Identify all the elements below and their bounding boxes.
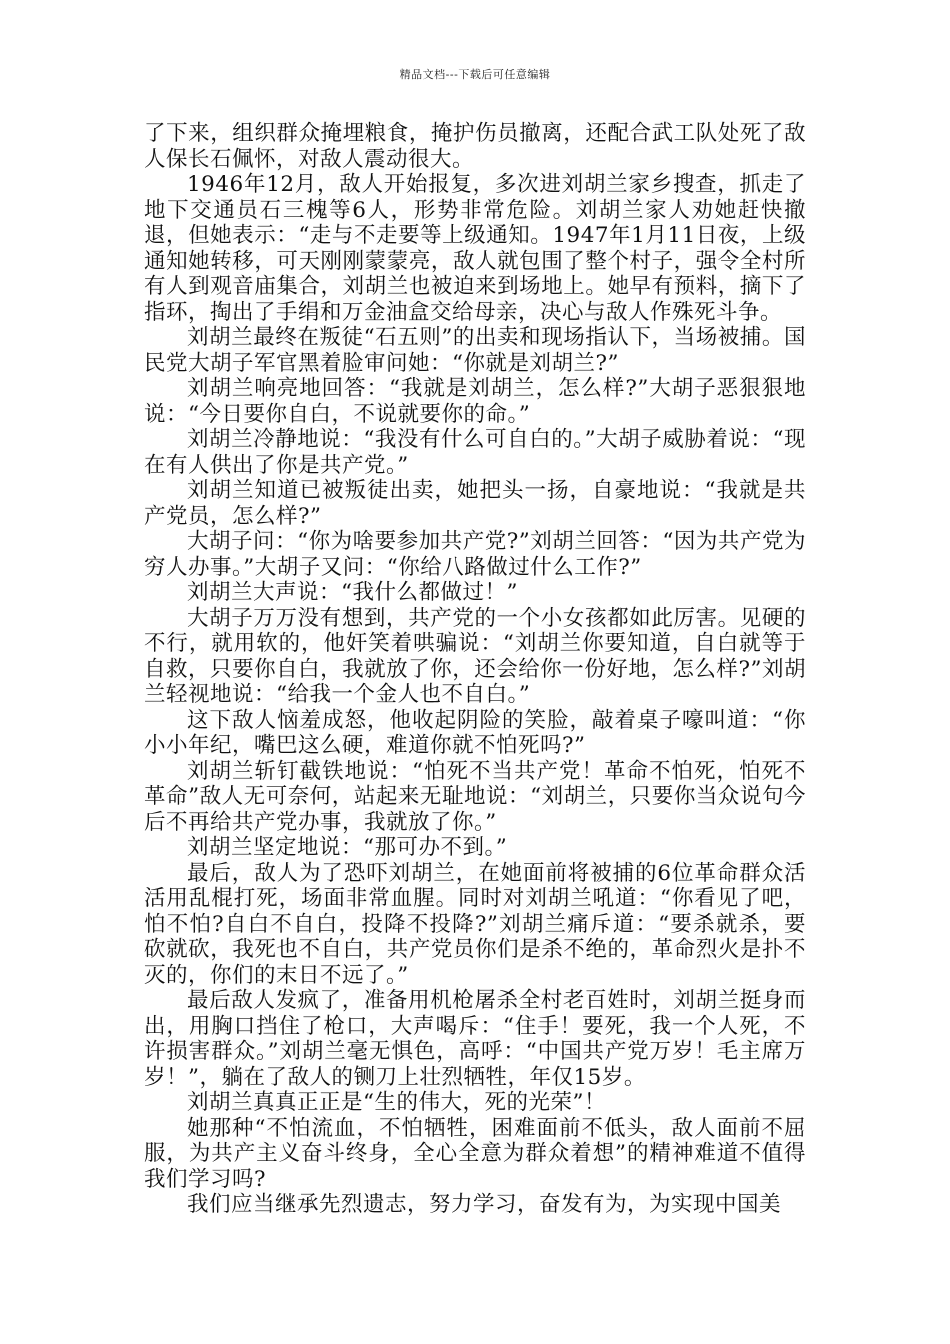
paragraph: 这下敌人恼羞成怒，他收起阴险的笑脸，敲着桌子嚎叫道：“你小小年纪，嘴巴这么硬，难道你就不怕死吗?” [144, 707, 806, 758]
page-header: 精品文档---下载后可任意编辑 [399, 68, 551, 81]
paragraph: 大胡子万万没有想到，共产党的一个小女孩都如此厉害。见硬的不行，就用软的，他奸笑着哄骗说：“刘胡兰你要知道，自白就等于自救，只要你自白，我就放了你，还会给你一份好地，怎么样?”刘胡兰轻视地说：“给我一个金人也不自白。” [144, 605, 806, 707]
paragraph: 最后敌人发疯了，准备用机枪屠杀全村老百姓时，刘胡兰挺身而出，用胸口挡住了枪口，大声喝斥：“住手！要死，我一个人死，不许损害群众。”刘胡兰毫无惧色，高呼：“中国共产党万岁！毛主席万岁！”，躺在了敌人的铡刀上壮烈牺牲，年仅15岁。 [144, 988, 806, 1090]
paragraph: 刘胡兰冷静地说：“我没有什么可自白的。”大胡子威胁着说：“现在有人供出了你是共产党。” [144, 427, 806, 478]
paragraph: 1946年12月，敌人开始报复，多次进刘胡兰家乡搜查，抓走了地下交通员石三槐等6人，形势非常危险。刘胡兰家人劝她赶快撤退，但她表示：“走与不走要等上级通知。1947年1月11日夜，上级通知她转移，可天刚刚蒙蒙亮，敌人就包围了整个村子，强令全村所有人到观音庙集合，刘胡兰也被迫来到场地上。她早有预料，摘下了指环，掏出了手绢和万金油盒交给母亲，决心与敌人作殊死斗争。 [144, 172, 806, 325]
paragraph: 刘胡兰真真正正是“生的伟大，死的光荣”！ [187, 1090, 606, 1115]
paragraph: 刘胡兰响亮地回答：“我就是刘胡兰，怎么样?”大胡子恶狠狠地说：“今日要你自白，不说就要你的命。” [144, 376, 806, 427]
paragraph: 了下来，组织群众掩埋粮食，掩护伤员撤离，还配合武工队处死了敌人保长石佩怀，对敌人震动很大。 [144, 121, 806, 172]
paragraph: 最后，敌人为了恐吓刘胡兰，在她面前将被捕的6位革命群众活活用乱棍打死，场面非常血腥。同时对刘胡兰吼道：“你看见了吧，怕不怕?自白不自白，投降不投降?”刘胡兰痛斥道：“要杀就杀，要砍就砍，我死也不自白，共产党员你们是杀不绝的，革命烈火是扑不灭的，你们的末日不远了。” [144, 860, 806, 988]
paragraph: 刘胡兰最终在叛徒“石五则”的出卖和现场指认下，当场被捕。国民党大胡子军官黑着脸审问她：“你就是刘胡兰?” [144, 325, 806, 376]
paragraph: 刘胡兰坚定地说：“那可办不到。” [187, 835, 508, 860]
paragraph: 我们应当继承先烈遗志，努力学习，奋发有为，为实现中国美 [187, 1192, 782, 1217]
paragraph: 大胡子问：“你为啥要参加共产党?”刘胡兰回答：“因为共产党为穷人办事。”大胡子又问：“你给八路做过什么工作?” [144, 529, 806, 580]
paragraph: 她那种“不怕流血，不怕牺牲，困难面前不低头，敌人面前不屈服，为共产主义奋斗终身，全心全意为群众着想”的精神难道不值得我们学习吗? [144, 1115, 806, 1192]
paragraph: 刘胡兰知道已被叛徒出卖，她把头一扬，自豪地说：“我就是共产党员，怎么样?” [144, 478, 806, 529]
paragraph: 刘胡兰大声说：“我什么都做过！” [187, 580, 518, 605]
document-body [144, 121, 806, 1218]
paragraph: 刘胡兰斩钉截铁地说：“怕死不当共产党！革命不怕死，怕死不革命”敌人无可奈何，站起来无耻地说：“刘胡兰，只要你当众说句今后不再给共产党办事，我就放了你。” [144, 758, 806, 835]
